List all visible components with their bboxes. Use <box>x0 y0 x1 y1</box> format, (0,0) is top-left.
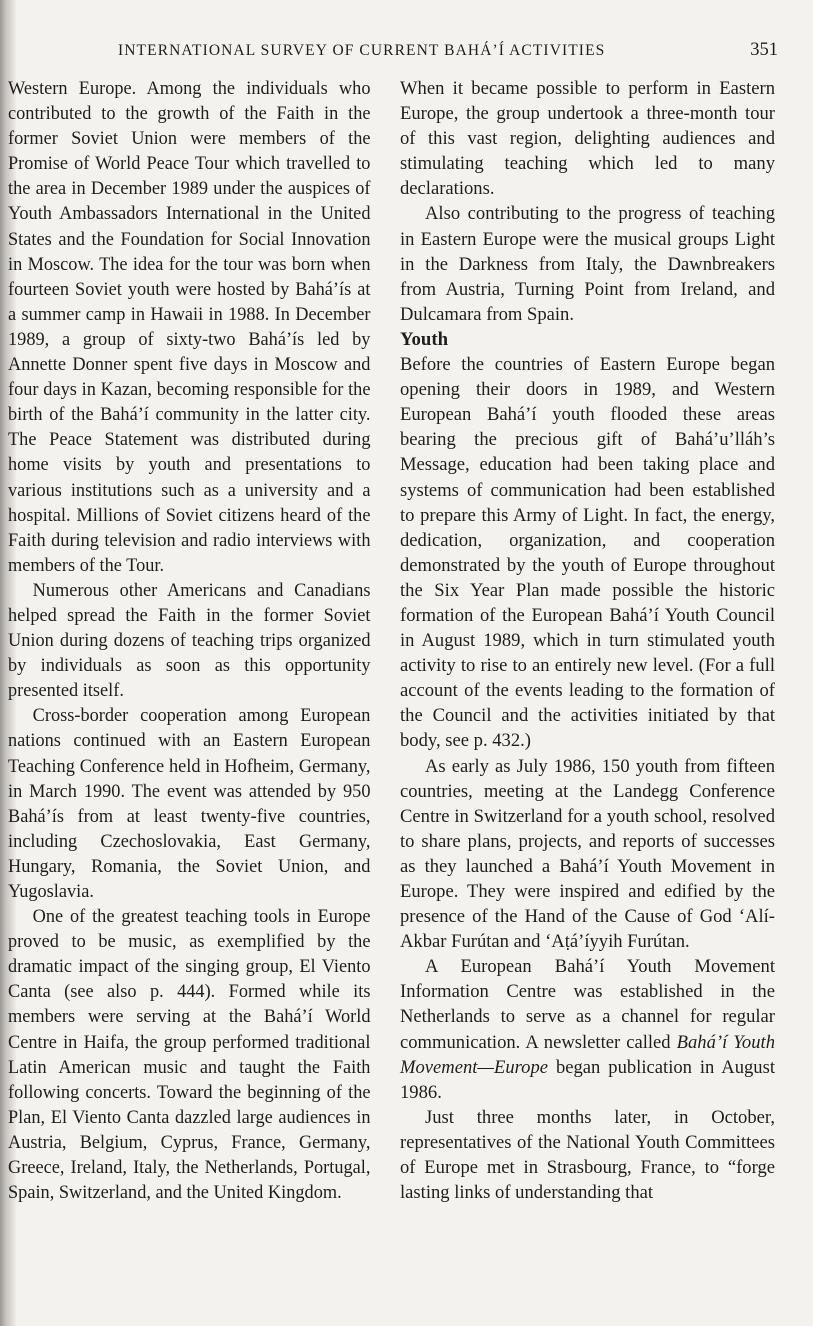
left-column <box>8 76 370 1205</box>
right-paragraph-6: Just three months later, in October, representatives of the National Youth Committees of Europe met in Strasbourg, France, to “forge lasting links of understanding that <box>400 1106 775 1204</box>
section-heading-youth: Youth <box>400 328 449 350</box>
right-column <box>400 76 775 1205</box>
right-paragraph-3: Before the countries of Eastern Europe began opening their doors in 1989, and Western European Bahá’í youth flooded these areas bearing the precious gift of Bahá’u’lláh’s Message, education had been taking place and systems of communication had been established to prepare this Army of Light. In fact, the energy, dedication, organization, and cooperation demonstrated by the youth of Europe throughout the Six Year Plan made possible the historic formation of the European Bahá’í Youth Council in August 1989, which in turn stimulated youth activity to rise to an entirely new level. (For a full account of the events leading to the formation of the Council and the activities initiated by that body, see p. 432.) <box>400 354 775 752</box>
right-paragraph-4: As early as July 1986, 150 youth from fifteen countries, meeting at the Landegg Conference Centre in Switzerland for a youth school, resolved to share plans, projects, and reports of successes as they launched a Bahá’í Youth Movement in Europe. They were inspired and edified by the presence of the Hand of the Cause of God ‘Alí-Akbar Furútan and ‘Aṭá’íyyih Furútan. <box>400 755 775 953</box>
left-paragraph-2: Numerous other Americans and Canadians helped spread the Faith in the former Soviet Union during dozens of teaching trips organized by individuals as soon as this opportunity presented itself. <box>8 579 371 702</box>
right-paragraph-2: Also contributing to the progress of teaching in Eastern Europe were the musical groups Light in the Darkness from Italy, the Dawnbreakers from Austria, Turning Point from Ireland, and Dulcamara from Spain. <box>400 203 775 325</box>
running-title: INTERNATIONAL SURVEY OF CURRENT BAHÁ’Í ACTIVITIES <box>118 42 606 59</box>
left-paragraph-3: Cross-border cooperation among European nations continued with an Eastern European Teaching Conference held in Hofheim, Germany, in March 1990. The event was attended by 950 Bahá’ís from at least twenty-five countries, including Czechoslovakia, East Germany, Hungary, Romania, the Soviet Union, and Yugoslavia. <box>8 705 371 902</box>
running-header <box>118 40 778 66</box>
left-paragraph-1: Western Europe. Among the individuals who contributed to the growth of the Faith in the former Soviet Union were members of the Promise of World Peace Tour which travelled to the area in December 1989 under the auspices of Youth Ambassadors International in the United States and the Foundation for Social Innovation in Moscow. The idea for the tour was born when fourteen Soviet youth were hosted by Bahá’ís at a summer camp in Hawaii in 1988. In December 1989, a group of sixty-two Bahá’ís led by Annette Donner spent five days in Moscow and four days in Kazan, becoming responsible for the birth of the Bahá’í community in the latter city. The Peace Statement was distributed during home visits by youth and presentations to various institutions such as a university and a hospital. Millions of Soviet citizens heard of the Faith during television and radio interviews with members of the Tour. <box>8 78 371 576</box>
right-paragraph-5-end: began publication in August 1986. <box>400 1056 775 1103</box>
page-number: 351 <box>750 40 778 60</box>
right-paragraph-5-start: A European Bahá’í Youth Movement Information Centre was established in the Netherlands to serve as a channel for regular communication. A newsletter called <box>400 956 775 1053</box>
newsletter-title: Bahá’í Youth Movement—Europe <box>400 1031 775 1078</box>
right-paragraph-1: When it became possible to perform in Eastern Europe, the group undertook a three-month tour of this vast region, delighting audiences and stimulating teaching which led to many declarations. <box>400 78 775 200</box>
left-paragraph-4: One of the greatest teaching tools in Europe proved to be music, as exemplified by the dramatic impact of the singing group, El Viento Canta (see also p. 444). Formed while its members were serving at the Bahá’í World Centre in Haifa, the group performed traditional Latin American music and taught the Faith following concerts. Toward the beginning of the Plan, El Viento Canta dazzled large audiences in Austria, Belgium, Cyprus, France, Germany, Greece, Ireland, Italy, the Netherlands, Portugal, Spain, Switzerland, and the United Kingdom. <box>8 906 371 1204</box>
right-paragraph-5 <box>400 954 775 1105</box>
